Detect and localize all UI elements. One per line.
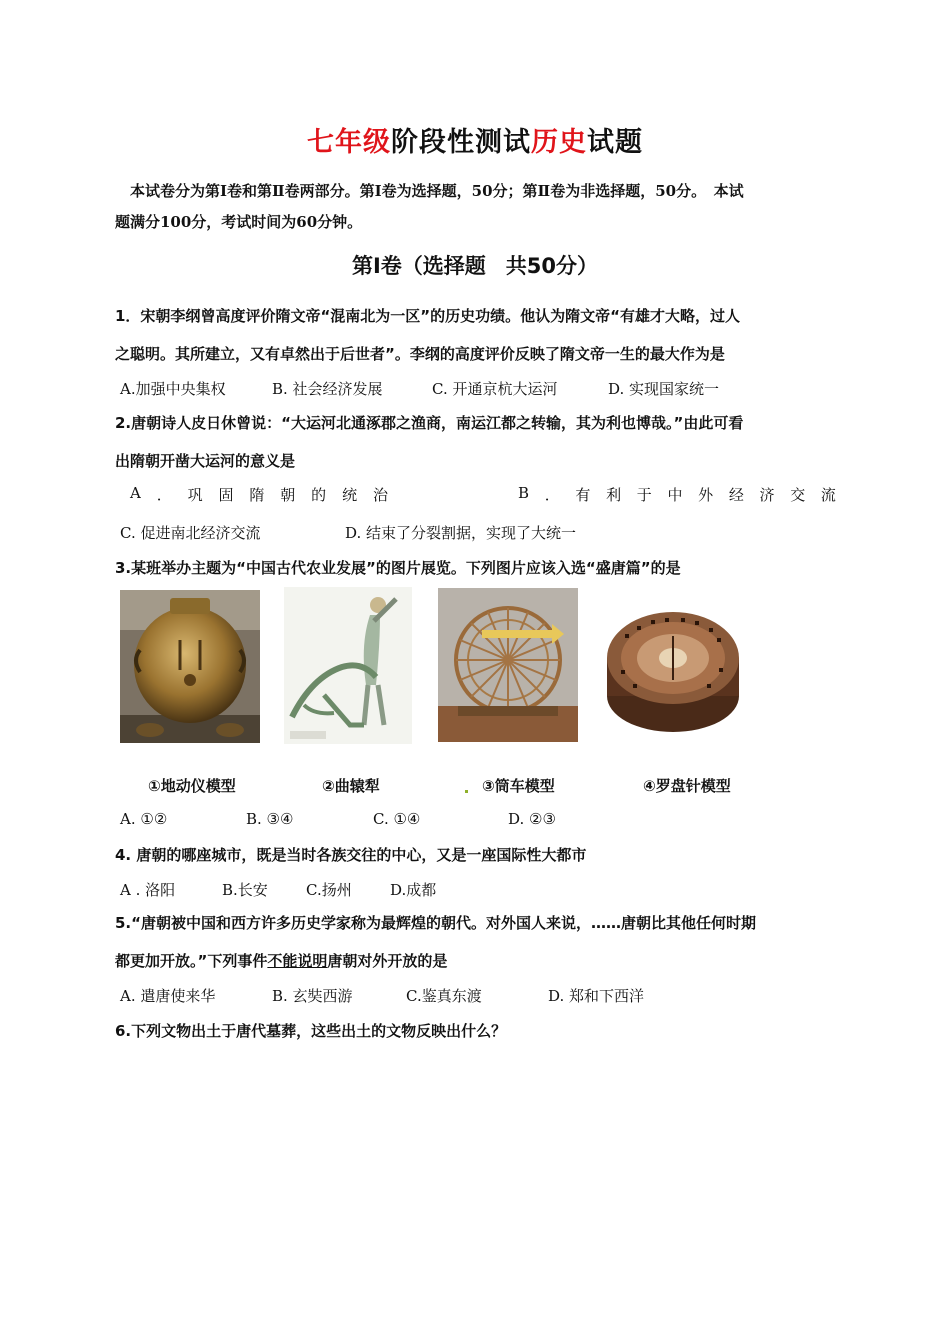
q2-option-b-char: B <box>518 484 530 502</box>
q4-option-c: C.扬州 <box>306 881 352 899</box>
q5-line-2 <box>115 950 840 971</box>
q2-option-a <box>130 484 388 505</box>
q3-option-b: B. ③④ <box>246 810 294 828</box>
water-wheel-image <box>438 588 578 742</box>
q1-option-d: D. 实现国家统一 <box>608 380 720 398</box>
caption-plough: ②曲辕犁 <box>322 777 380 795</box>
page-title <box>0 120 950 159</box>
title-part2: 阶段性测试 <box>391 127 531 158</box>
title-part4: 试题 <box>587 127 643 158</box>
q2-line-2: 出隋朝开凿大运河的意义是 <box>115 452 296 470</box>
q3-stem: 3.某班举办主题为“中国古代农业发展”的图片展览。下列图片应该入选“盛唐篇”的是 <box>115 559 681 577</box>
section-heading <box>0 250 950 280</box>
caption-seismograph: ①地动仪模型 <box>148 777 236 795</box>
q2-option-a-char: 隋 <box>249 486 265 504</box>
q4-option-a: A . 洛阳 <box>120 881 176 899</box>
q1-option-c: C. 开通京杭大运河 <box>432 380 558 398</box>
section-heading-right: 共50分） <box>505 254 599 278</box>
q2-option-d: D. 结束了分裂割据，实现了大统一 <box>345 524 577 542</box>
q2-option-a-char: 朝 <box>280 486 296 504</box>
q2-option-b-char: 经 <box>728 486 744 504</box>
caption-water-wheel: ③筒车模型 <box>482 777 555 795</box>
q3-option-a: A. ①② <box>120 810 168 828</box>
q2-option-b-char: 交 <box>790 486 806 504</box>
plough-image <box>284 587 412 744</box>
q4-option-b: B.长安 <box>222 881 268 899</box>
q5-line-1: 5.“唐朝被中国和西方许多历史学家称为最辉煌的朝代。对外国人来说，……唐朝比其他任何时期 <box>115 914 756 932</box>
q4-stem: 4. 唐朝的哪座城市，既是当时各族交往的中心，又是一座国际性大都市 <box>115 846 587 864</box>
q1-option-b: B. 社会经济发展 <box>272 380 383 398</box>
q2-option-a-char: A <box>130 484 141 502</box>
q2-option-a-char: 的 <box>311 486 327 504</box>
compass-image <box>603 588 743 738</box>
q4-option-d: D.成都 <box>390 881 437 899</box>
q3-option-d: D. ②③ <box>508 810 556 828</box>
q1-line-2: 之聪明。其所建立，又有卓然出于后世者”。李纲的高度评价反映了隋文帝一生的最大作为是 <box>115 345 725 363</box>
q2-option-c: C. 促进南北经济交流 <box>120 524 261 542</box>
q2-option-b-char: 利 <box>606 486 622 504</box>
title-part1: 七年级 <box>307 127 391 158</box>
q5-line-2-end: 唐朝对外开放的是 <box>327 952 448 970</box>
caption-compass: ④罗盘针模型 <box>643 777 731 795</box>
q5-option-b: B. 玄奘西游 <box>272 987 353 1005</box>
q2-option-a-char: 固 <box>218 486 234 504</box>
q2-option-b-char: 于 <box>636 486 652 504</box>
q2-option-b-char: 流 <box>820 486 836 504</box>
q5-line-2-start: 都更加开放。”下列事件 <box>115 952 268 970</box>
q5-emphasis: 不能说明 <box>267 952 328 970</box>
q2-option-b-char: 有 <box>575 486 591 504</box>
q2-line-1: 2.唐朝诗人皮日休曾说：“大运河北通涿郡之渔商，南运江都之转输，其为利也博哉。”由此可看 <box>115 414 744 432</box>
q6-stem: 6.下列文物出土于唐代墓葬，这些出土的文物反映出什么？ <box>115 1022 507 1040</box>
q2-option-a-char: 巩 <box>187 486 203 504</box>
q2-option-a-char: 治 <box>372 486 388 504</box>
q2-option-b-char: 济 <box>759 486 775 504</box>
q2-option-b <box>518 484 836 505</box>
q2-option-b-char: 中 <box>667 486 683 504</box>
stray-mark <box>465 790 468 793</box>
q2-option-a-char: 统 <box>342 486 358 504</box>
title-part3: 历史 <box>531 127 587 158</box>
q5-option-a: A. 遣唐使来华 <box>120 987 216 1005</box>
q2-option-b-char: ． <box>544 486 560 504</box>
q3-option-c: C. ①④ <box>373 810 421 828</box>
intro-line-2: 题满分100分，考试时间为60分钟。 <box>115 213 363 231</box>
section-heading-left: 第Ⅰ卷（选择题 <box>351 254 486 278</box>
q2-option-b-char: 外 <box>698 486 714 504</box>
q5-option-c: C.鉴真东渡 <box>406 987 482 1005</box>
q5-option-d: D. 郑和下西洋 <box>548 987 645 1005</box>
q1-line-1: 1．宋朝李纲曾高度评价隋文帝“混南北为一区”的历史功绩。他认为隋文帝“有雄才大略，过人 <box>115 307 741 325</box>
intro-line-1: 本试卷分为第Ⅰ卷和第Ⅱ卷两部分。第Ⅰ卷为选择题，50分；第Ⅱ卷为非选择题，50分。 本试 <box>130 182 744 200</box>
seismograph-image <box>120 590 260 743</box>
q2-option-a-char: ． <box>156 486 172 504</box>
q1-option-a: A.加强中央集权 <box>120 380 226 398</box>
